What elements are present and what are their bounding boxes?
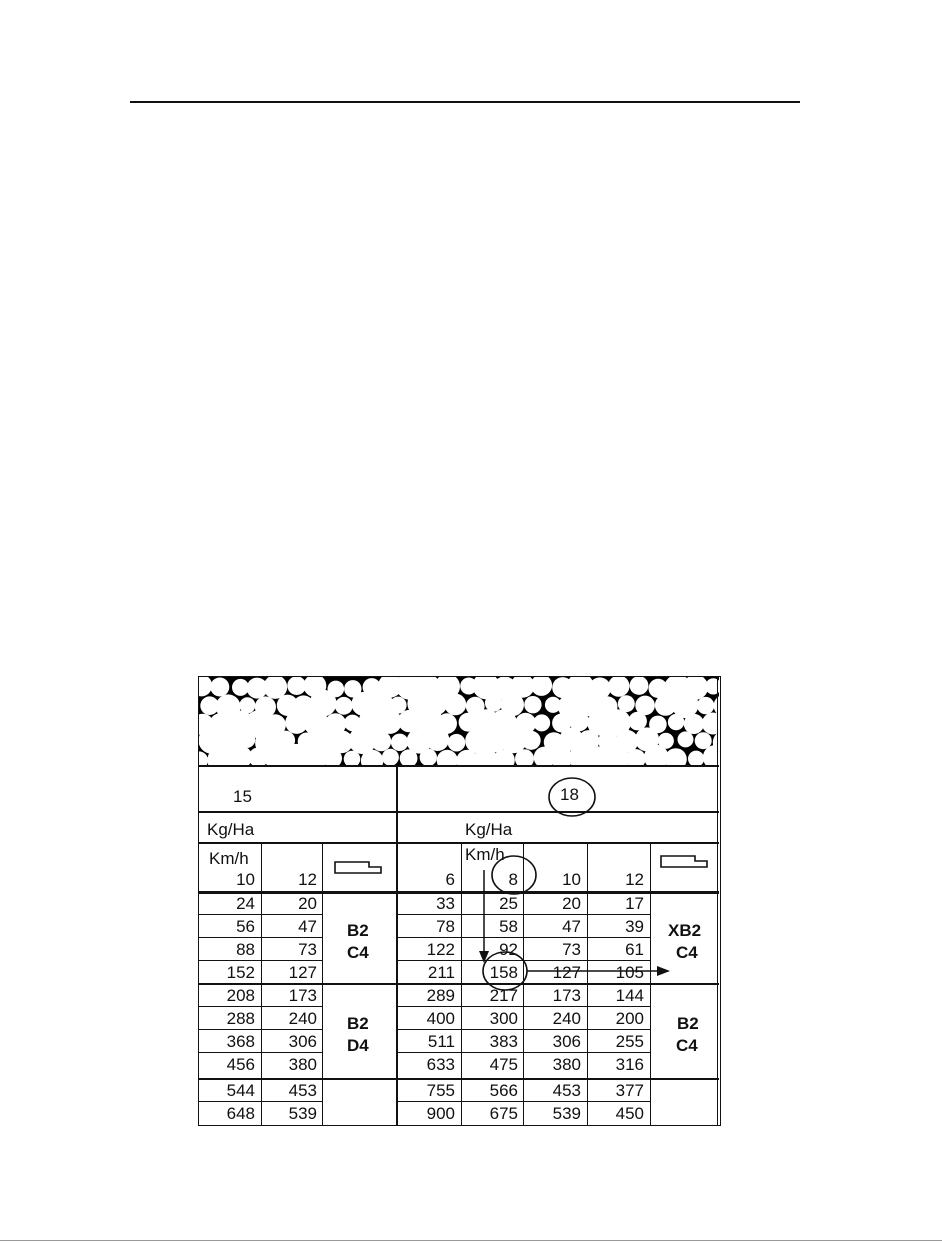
right-cell: 377: [615, 1081, 644, 1100]
left-cell: 368: [226, 1032, 255, 1051]
right-cell: 539: [552, 1104, 581, 1123]
right-cell: 380: [552, 1055, 581, 1074]
left-cell: 380: [288, 1055, 317, 1074]
left-cell: 47: [298, 917, 317, 936]
right-cell: 475: [489, 1055, 518, 1074]
left-speed-12: 12: [298, 870, 317, 889]
right-cell: 316: [615, 1055, 644, 1074]
right-cell: 511: [427, 1032, 455, 1051]
right-cell: 39: [625, 917, 644, 936]
annotation-overlay: [199, 677, 719, 1125]
right-cell: 92: [499, 940, 518, 959]
right-cell: 105: [615, 963, 644, 982]
right-speed-label: Km/h: [465, 845, 505, 864]
left-cell: 73: [298, 940, 317, 959]
right-cell: 240: [552, 1009, 581, 1028]
left-setting-2-line1: B2: [347, 1014, 369, 1033]
right-cell: 25: [499, 894, 518, 913]
right-setting-2-line2: C4: [676, 1036, 698, 1055]
left-cell: 152: [226, 963, 255, 982]
right-speed-12: 12: [625, 870, 644, 889]
right-cell: 47: [562, 917, 581, 936]
right-cell: 200: [615, 1009, 644, 1028]
left-cell: 127: [288, 963, 317, 982]
right-cell: 158: [489, 963, 518, 982]
right-cell: 400: [426, 1009, 455, 1028]
right-cell: 900: [426, 1104, 455, 1123]
left-cell: 20: [298, 894, 317, 913]
left-cell: 648: [226, 1104, 255, 1123]
right-speed-8: 8: [508, 870, 518, 889]
right-cell: 675: [489, 1104, 518, 1123]
down-arrow-head: [479, 951, 489, 963]
right-cell: 33: [436, 894, 455, 913]
application-rate-chart: [198, 676, 721, 1126]
right-cell: 217: [489, 986, 518, 1005]
left-cell: 288: [226, 1009, 255, 1028]
left-cell: 453: [288, 1081, 317, 1100]
top-rule: [130, 101, 800, 103]
left-setting-1-line2: C4: [347, 943, 369, 962]
right-setting-1-line2: C4: [676, 943, 698, 962]
right-cell: 566: [489, 1081, 518, 1100]
right-cell: 17: [625, 894, 644, 913]
left-speed-10: 10: [236, 870, 255, 889]
right-cell: 20: [562, 894, 581, 913]
left-speed-label: Km/h: [209, 849, 249, 868]
left-cell: 240: [288, 1009, 317, 1028]
right-cell: 450: [615, 1104, 644, 1123]
right-cell: 61: [625, 940, 644, 959]
left-setting-1-line1: B2: [347, 921, 369, 940]
right-cell: 58: [499, 917, 518, 936]
left-setting-2-line2: D4: [347, 1036, 369, 1055]
right-arrow-head: [657, 966, 670, 976]
right-cell: 211: [427, 963, 455, 982]
right-speed-10: 10: [562, 870, 581, 889]
left-cell: 539: [288, 1104, 317, 1123]
right-width-label: 18: [560, 785, 579, 804]
left-cell: 456: [226, 1055, 255, 1074]
left-cell: 88: [236, 940, 255, 959]
right-setting-2-line1: B2: [677, 1014, 699, 1033]
right-cell: 122: [426, 940, 455, 959]
right-cell: 633: [426, 1055, 455, 1074]
left-cell: 173: [288, 986, 317, 1005]
left-cell: 208: [226, 986, 255, 1005]
left-unit-label: Kg/Ha: [207, 820, 255, 839]
width-circle: [549, 778, 595, 816]
right-setting-1-line1: XB2: [668, 921, 702, 940]
right-cell: 127: [552, 963, 581, 982]
right-unit-label: Kg/Ha: [465, 820, 513, 839]
left-cell: 56: [236, 917, 255, 936]
right-cell: 306: [552, 1032, 581, 1051]
right-cell: 173: [552, 986, 581, 1005]
rate-circle: [483, 952, 527, 990]
bottom-rule: [0, 1240, 942, 1241]
right-cell: 73: [562, 940, 581, 959]
right-cell: 755: [426, 1081, 455, 1100]
left-cell: 544: [226, 1081, 255, 1100]
right-speed-6: 6: [445, 870, 455, 889]
speed-circle: [492, 856, 536, 894]
right-cell: 300: [489, 1009, 518, 1028]
right-cell: 453: [552, 1081, 581, 1100]
left-width-label: 15: [233, 787, 252, 806]
right-cell: 144: [615, 986, 644, 1005]
right-cell: 255: [615, 1032, 644, 1051]
right-cell: 78: [436, 917, 455, 936]
right-cell: 289: [426, 986, 455, 1005]
left-cell: 24: [236, 894, 255, 913]
right-cell: 383: [489, 1032, 518, 1051]
left-cell: 306: [288, 1032, 317, 1051]
